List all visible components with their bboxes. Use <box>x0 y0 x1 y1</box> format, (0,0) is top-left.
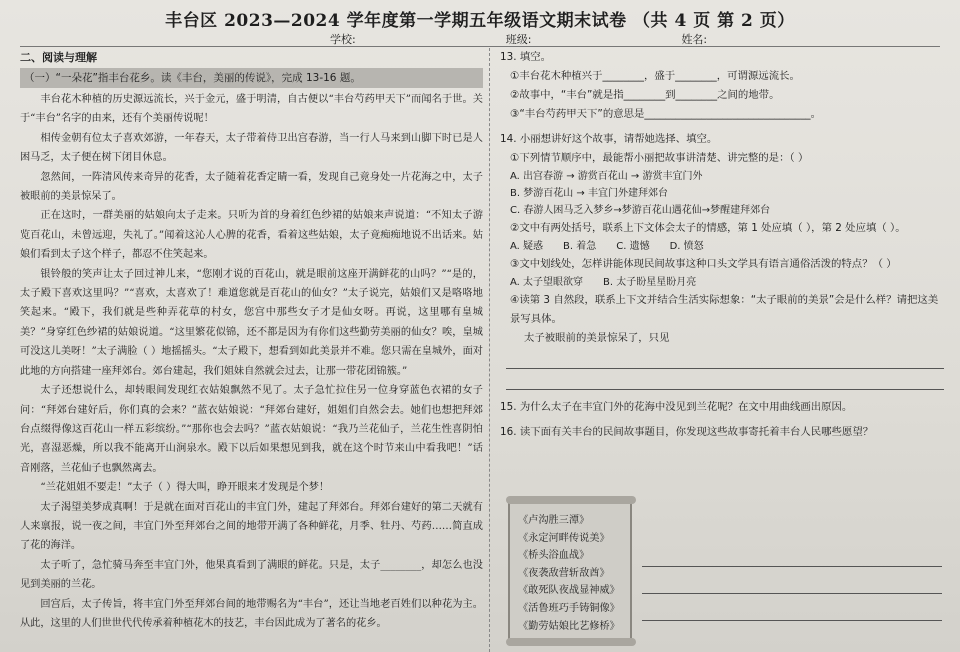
q14-options: A. 太子望眼欲穿 B. 太子盼星星盼月亮 <box>510 277 697 288</box>
school-field <box>330 31 466 47</box>
story-title: 《活鲁班巧手铸铜像》 <box>518 602 620 614</box>
paragraph: “兰花姐姐不要走！”太子（ ）得大叫，睁开眼来才发现是个梦！ <box>40 482 330 494</box>
q14-sub2: ②文中有两处括号，联系上下文体会太子的情感，第 1 处应填（ ），第 2 处应填（ ）。 <box>510 222 906 234</box>
story-title: 《桥头浴血战》 <box>518 550 590 562</box>
story-title: 《永定河畔传说美》 <box>518 532 610 544</box>
q13-item: ①丰台花木种植兴于________，盛于________，可谓源远流长。 <box>510 70 800 82</box>
header-divider <box>20 46 940 47</box>
paragraph: 相传金朝有位太子喜欢郊游，一年春天，太子带着侍卫出宫春游，当一行人马来到山脚下时已是人困马乏，太子便在树下闭目休息。 <box>20 132 483 164</box>
paragraph: 太子听了，急忙骑马奔至丰宜门外，他果真看到了满眼的鲜花。只是，太子________，却怎么也没见到美丽的兰花。 <box>20 559 483 591</box>
q15: 15. 为什么太子在丰宜门外的花海中没见到兰花呢？在文中用曲线画出原因。 <box>500 401 853 413</box>
q14-option: B. 梦游百花山 → 丰宜门外建拜郊台 <box>510 188 668 199</box>
story-title: 《夜袭敌营斩敌酋》 <box>518 567 610 579</box>
q13-label: 13. 填空。 <box>500 51 551 63</box>
paragraph: 正在这时，一群美丽的姑娘向太子走来。只听为首的身着红色纱裙的姑娘来声说道：“不知太子游览百花山，未曾远迎，失礼了。”闻着这沁人心脾的花香，看着这些姑娘，太子竟痴痴地说不出话来。姑娘们看到太子这个样子，都忍不住笑起来。 <box>20 210 483 261</box>
q16: 16. 读下面有关丰台的民间故事题目，你发现这些故事寄托着丰台人民哪些愿望？ <box>500 426 874 438</box>
exam-title: 丰台区 2023—2024 学年度第一学期五年级语文期末试卷 （共 4 页 第 2 页） <box>165 11 795 31</box>
story-title: 《敢死队夜战显神威》 <box>518 585 620 597</box>
q14-sub4: ④读第 3 自然段，联系上下文并结合生活实际想象：“太子眼前的美景”会是什么样？请把这美景写具体。 <box>510 294 939 325</box>
section-heading: 二、阅读与理解 <box>20 51 97 64</box>
answer-line[interactable] <box>642 594 942 621</box>
paragraph: 太子渴望美梦成真啊！于是就在面对百花山的丰宜门外，建起了拜郊台。拜郊台建好的第二天就有人来禀报，说一夜之间，丰宜门外至拜郊台之间的地带开满了各种鲜花，月季、牡丹、芍药……简直成了花的海洋。 <box>20 501 483 552</box>
passage-subtitle: （一）“一朵花”指丰台花乡。读《丰台，美丽的传说》，完成 13-16 题。 <box>20 68 483 88</box>
name-field <box>681 31 817 47</box>
answer-line[interactable] <box>506 351 944 369</box>
q14-sub3: ③文中划线处，怎样讲能体现民间故事这种口头文学具有语言通俗活泼的特点？（ ） <box>510 258 897 270</box>
q14-sub4-start: 太子被眼前的美景惊呆了，只见 <box>524 332 670 344</box>
class-label: 班级: <box>505 33 532 46</box>
class-field <box>506 31 642 47</box>
q14-option: C. 春游人困马乏入梦乡→梦游百花山遇花仙→梦醒建拜郊台 <box>510 205 771 216</box>
answer-line[interactable] <box>642 540 942 567</box>
q14-options: A. 疑惑 B. 着急 C. 遗憾 D. 愤怒 <box>510 241 704 252</box>
story-title: 《勤劳姑娘比艺修桥》 <box>518 620 620 632</box>
reading-passage <box>20 48 490 652</box>
school-label: 学校: <box>330 33 356 46</box>
q16-answer-lines <box>642 540 942 621</box>
q14-label: 14. 小丽想讲好这个故事，请帮她选择、填空。 <box>500 133 718 145</box>
story-titles-scroll <box>508 496 632 646</box>
q13-item: ③“丰台芍药甲天下”的意思是________________________________。 <box>510 108 822 120</box>
paragraph: 太子还想说什么，却转眼间发现红衣姑娘飘然不见了。太子急忙拉住另一位身穿蓝色衣裙的女子问：“拜郊台建好后，你们真的会来？”蓝衣姑娘说：“拜郊台建好，姐姐们自然会去。她们也想把拜郊台点缀得像这百花山一样五彩缤纷。”“那你也会去吗？”蓝衣姑娘说：“我乃兰花仙子，兰花生性喜阴怕光，喜湿恶燥，所以我不能离开山涧泉水。殿下以后如果想见到我，就在这个时节来山中看我吧！”话音刚落，兰花仙子也飘然离去。 <box>20 385 483 474</box>
paragraph: 回宫后，太子传旨，将丰宜门外至拜郊台间的地带赐名为“丰台”，还让当地老百姓们以种花为主。从此，这里的人们世世代代传承着种植花木的技艺，丰台因此成为了著名的花乡。 <box>20 598 483 629</box>
answer-line[interactable] <box>642 567 942 594</box>
q13-item: ②故事中，“丰台”就是指________到________之间的地带。 <box>510 89 780 101</box>
paragraph: 忽然间，一阵清风传来奇异的花香，太子随着花香定睛一看，发现自己竟身处一片花海之中，太子被眼前的美景惊呆了。 <box>20 171 483 203</box>
q14-sub1: ①下列情节顺序中，最能帮小丽把故事讲清楚、讲完整的是：（ ） <box>510 152 809 164</box>
paragraph: 银铃般的笑声让太子回过神儿来，“您刚才说的百花山，就是眼前这座开满鲜花的山吗？”“是的，太子殿下喜欢这里吗？”“喜欢，太喜欢了！难道您就是百花山的仙女？”太子说完，姑娘们又是咯咯地笑起来。“殿下，我们就是些种弄花草的村女，您宫中那些女子才是仙女呀。再说，这里哪有皇城美？”身穿红色纱裙的姑娘说道。“这里繁花似锦，还不都是因为有你们这些勤劳美丽的仙女？唉，皇城可没这儿美呀！”太子满脸（ ）地摇摇头。“太子殿下，想看到如此美景并不难。您只需在皇城外，面对此地的方向搭建一座拜郊台。郊台建起，我们姐妹自然就会过去，让那一带花团锦簇。” <box>20 268 483 377</box>
name-label: 姓名: <box>681 33 708 46</box>
paragraph: 丰台花木种植的历史源远流长，兴于金元，盛于明清，自古便以“丰台芍药甲天下”而闻名于世。关于“丰台”名字的由来，还有个美丽传说呢！ <box>20 94 483 125</box>
q14-option: A. 出宫春游 → 游赏百花山 → 游赏丰宜门外 <box>510 171 703 182</box>
story-title: 《卢沟胜三潭》 <box>518 515 590 526</box>
student-info <box>330 31 950 47</box>
answer-line[interactable] <box>506 372 944 390</box>
